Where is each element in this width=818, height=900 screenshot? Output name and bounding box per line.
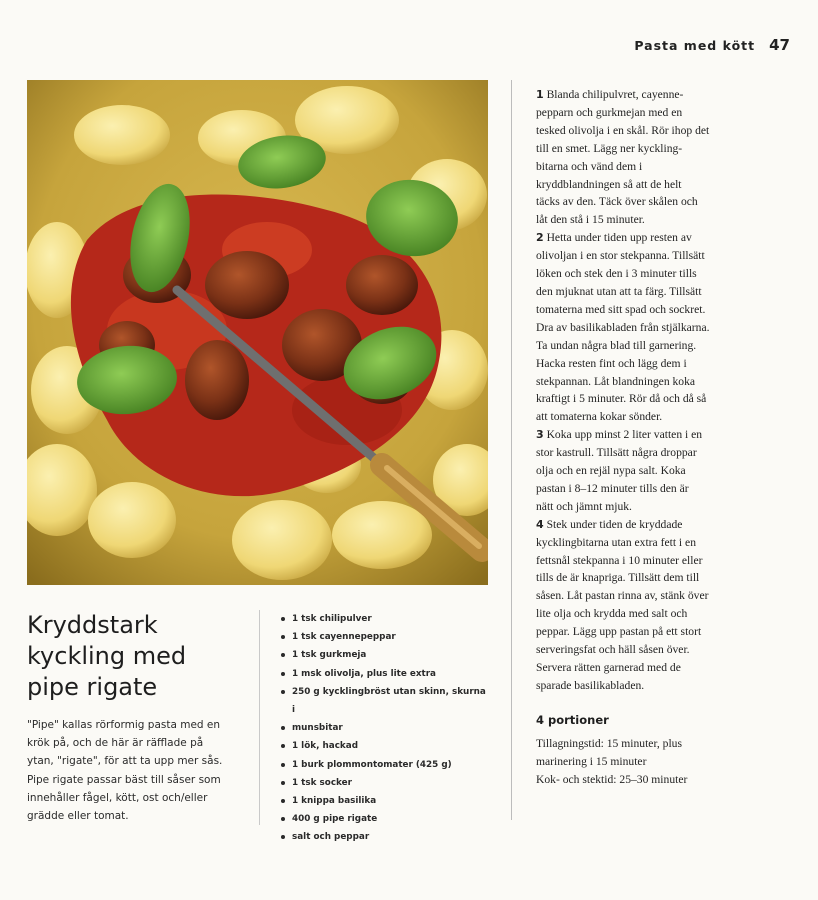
ingredient-item: 1 knippa basilika <box>280 792 490 810</box>
step-number: 1 <box>536 88 544 101</box>
step-2 <box>536 229 750 426</box>
step-line: tesked olivolja i en skål. Rör ihop det <box>536 123 710 137</box>
step-line: olivoljan i en stor stekpanna. Tillsätt <box>536 249 705 263</box>
dish-photo <box>27 80 488 585</box>
step-line: pepparn och gurkmejan med en <box>536 105 683 119</box>
title-line: pipe rigate <box>27 673 158 701</box>
step-line: Stek under tiden de kryddade <box>546 517 683 531</box>
cook-time: Kok- och stektid: 25–30 minuter <box>536 773 688 786</box>
intro-line: "Pipe" kallas rörformig pasta med en <box>27 719 221 731</box>
step-line: Servera rätten garnerad med de <box>536 661 681 674</box>
ingredient-item: munsbitar <box>280 719 490 737</box>
ingredients-divider <box>259 610 260 825</box>
page-number: 47 <box>769 36 790 54</box>
step-line: såsen. Låt pastan rinna av, stänk över <box>536 589 709 603</box>
step-line: låt den stå i 15 minuter. <box>536 213 645 227</box>
step-line: kraftigt i 5 minuter. Rör då och då så <box>536 392 707 406</box>
ingredient-item: 250 g kycklingbröst utan skinn, skurna i <box>280 683 490 719</box>
ingredient-item: 1 msk olivolja, plus lite extra <box>280 665 490 683</box>
step-line: olja och en rejäl nypa salt. Koka <box>536 464 686 478</box>
step-3 <box>536 426 750 516</box>
step-line: den mjuknat utan att ta färg. Tillsätt <box>536 284 702 298</box>
ingredient-item: 1 tsk gurkmeja <box>280 646 490 664</box>
page-header <box>0 36 790 54</box>
prep-time <box>536 735 750 771</box>
step-line: Hacka resten fint och lägg dem i <box>536 356 687 370</box>
step-line: Dra av basilikabladen från stjälkarna. <box>536 320 710 334</box>
ingredient-item: 1 tsk socker <box>280 774 490 792</box>
step-line: stekpannan. Låt blandningen koka <box>536 374 696 388</box>
prep-time-line: Tillagningstid: 15 minuter, plus <box>536 737 682 750</box>
step-line: serveringsfat och häll såsen över. <box>536 643 690 657</box>
ingredient-item: 1 tsk cayennepeppar <box>280 628 490 646</box>
step-line: Ta undan några blad till garnering. <box>536 338 697 352</box>
dish-illustration <box>27 80 488 585</box>
step-line: att tomaterna kokar sönder. <box>536 410 663 424</box>
step-line: nätt och jämnt mjuk. <box>536 499 632 513</box>
ingredient-item: 1 tsk chilipulver <box>280 610 490 628</box>
intro-line: grädde eller tomat. <box>27 810 129 823</box>
intro-line: ytan, "rigate", för att ta upp mer sås. <box>27 755 223 768</box>
step-line: kycklingbitarna utan extra fett i en <box>536 535 696 549</box>
step-line: Blanda chilipulvret, cayenne- <box>546 88 684 101</box>
intro-line: krök på, och de här är räfflade på <box>27 737 204 750</box>
recipe-intro <box>27 716 252 825</box>
section-title: Pasta med kött <box>634 38 756 53</box>
step-line: lite olja och krydda med salt och <box>536 607 688 621</box>
step-line: tomaterna med sitt spad och sockret. <box>536 302 706 316</box>
ingredient-item: 1 lök, hackad <box>280 737 490 755</box>
column-divider <box>511 80 512 820</box>
step-line: stor kastrull. Tillsätt några droppar <box>536 446 697 460</box>
ingredient-list <box>280 610 490 847</box>
step-1 <box>536 86 750 229</box>
title-line: Kryddstark <box>27 611 158 639</box>
step-line: fettsnål stekpanna i 10 minuter eller <box>536 553 703 567</box>
ingredient-item: 400 g pipe rigate <box>280 810 490 828</box>
step-line: bitarna och vänd dem i <box>536 159 643 173</box>
ingredient-item: 1 burk plommontomater (425 g) <box>280 756 490 774</box>
step-line: tills de är knapriga. Tillsätt dem till <box>536 571 700 585</box>
recipe-title <box>27 610 252 703</box>
method-steps <box>536 86 750 695</box>
step-number: 2 <box>536 231 544 245</box>
step-4 <box>536 516 750 695</box>
step-line: sparade basilikabladen. <box>536 678 645 692</box>
ingredient-item: salt och peppar <box>280 828 490 846</box>
step-line: till en smet. Lägg ner kyckling- <box>536 141 683 155</box>
servings: 4 portioner <box>536 713 609 727</box>
step-line: Koka upp minst 2 liter vatten i en <box>546 428 703 442</box>
step-line: Hetta under tiden upp resten av <box>546 231 692 245</box>
step-line: löken och stek den i 3 minuter tills <box>536 267 697 281</box>
step-line: pastan i 8–12 minuter tills den är <box>536 481 689 495</box>
intro-line: innehåller fågel, kött, ost och/eller <box>27 791 208 804</box>
step-line: peppar. Lägg upp pastan på ett stort <box>536 625 702 639</box>
step-line: kryddblandningen så att de helt <box>536 177 682 191</box>
title-line: kyckling med <box>27 642 187 670</box>
step-line: täcks av den. Täck över skålen och <box>536 195 698 209</box>
step-number: 3 <box>536 428 544 442</box>
step-number: 4 <box>536 517 544 531</box>
prep-time-line: marinering i 15 minuter <box>536 754 647 768</box>
intro-line: Pipe rigate passar bäst till såser som <box>27 773 221 786</box>
